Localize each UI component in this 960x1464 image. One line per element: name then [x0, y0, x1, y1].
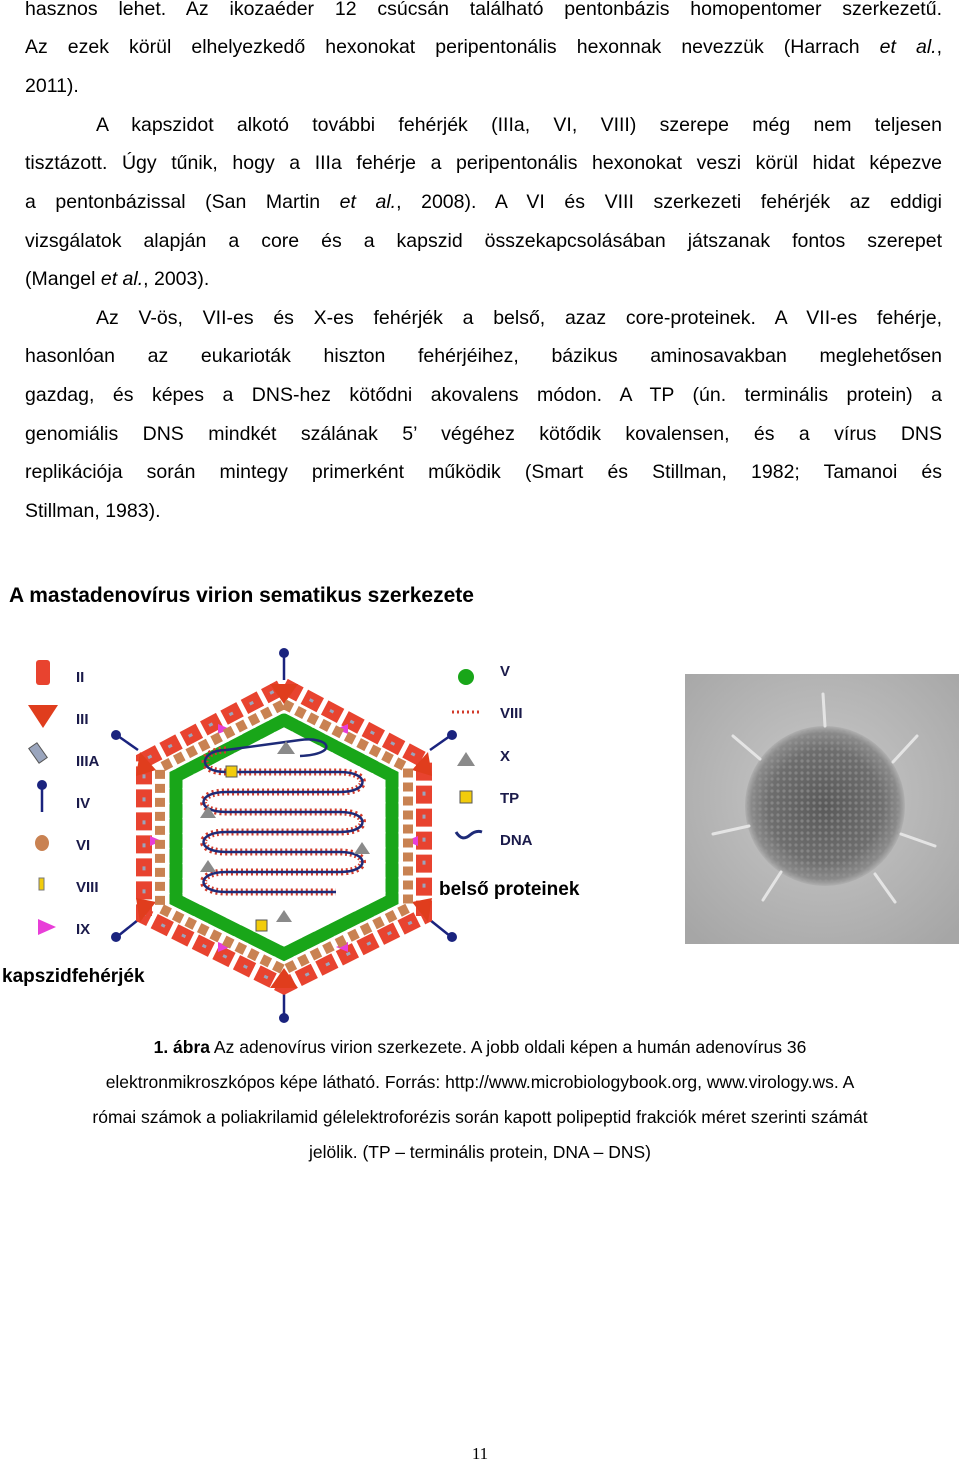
legend-label: II: [76, 669, 85, 686]
paragraph-line: gazdag, és képes a DNS-hez kötődni akovalens módon. A TP (ún. terminális protein) a: [25, 384, 942, 406]
ix-legend-icon: [38, 919, 56, 935]
legend-label: V: [500, 663, 511, 680]
figure-caption-line: jelölik. (TP – terminális protein, DNA – DNS): [308, 1142, 651, 1162]
paragraph-line: a pentonbázissal (San Martin et al., 2008). A VI és VIII szerkezeti fehérjék az eddigi: [25, 191, 942, 213]
section-heading: A mastadenovírus virion sematikus szerkezete: [9, 584, 474, 607]
hexon-legend-icon: [36, 660, 50, 685]
capsid-proteins-label: kapszidfehérjék: [2, 966, 145, 987]
paragraph-line: Az V-ös, VII-es és X-es fehérjék a belső, azaz core-proteinek. A VII-es fehérje,: [96, 307, 942, 329]
paragraph-line: (Mangel et al., 2003).: [25, 268, 210, 290]
legend-label: III: [76, 711, 89, 728]
dna-legend-icon: [456, 831, 482, 837]
page-number: 11: [471, 1444, 489, 1463]
tp-legend-icon: [460, 791, 472, 803]
legend-right-symbols: [452, 669, 482, 838]
figure-number: 1. ábra: [153, 1037, 211, 1057]
legend-label: VIII: [500, 705, 523, 722]
legend-label: DNA: [500, 832, 533, 849]
paragraph-line: replikációja során mintegy primerként működik (Smart és Stillman, 1982; Tamanoi és: [25, 461, 942, 483]
paragraph-line: hasznos lehet. Az ikozaéder 12 csúcsán található pentonbázis homopentomer szerkezetű.: [25, 0, 942, 20]
paragraph-line: 2011).: [25, 75, 79, 97]
legend-left-symbols: [28, 660, 58, 935]
viii-legend-icon: [39, 878, 44, 890]
figure-caption-line: [20, 1036, 940, 1058]
electron-micrograph: [685, 674, 959, 944]
inner-proteins-label: belső proteinek: [439, 879, 580, 900]
virion-diagram: [0, 640, 680, 1030]
paragraph-line: A kapszidot alkotó további fehérjék (IIIa, VI, VIII) szerepe még nem teljesen: [96, 114, 942, 136]
figure-caption-line: római számok a poliakrilamid gélelektroforézis során kapott polipeptid frakciók méret szerinti számát: [92, 1107, 868, 1127]
iiia-legend-icon: [29, 743, 48, 763]
x-legend-icon: [457, 752, 475, 766]
vi-legend-icon: [35, 835, 49, 851]
legend-label: IIIA: [76, 753, 100, 770]
v-legend-icon: [458, 669, 474, 685]
figure-caption-line: elektronmikroszkópos képe látható. Forrás: http://www.microbiologybook.org, www.virology.ws. A: [105, 1072, 855, 1092]
legend-label: IV: [76, 795, 91, 812]
legend-label: VI: [76, 837, 91, 854]
legend-label: IX: [76, 921, 91, 938]
legend-label: X: [500, 748, 511, 765]
legend-label: TP: [500, 790, 520, 807]
paragraph-line: hasonlóan az eukarioták hiszton fehérjéihez, bázikus aminosavakban meglehetősen: [25, 345, 942, 367]
paragraph-line: Stillman, 1983).: [25, 500, 161, 522]
figure-caption-text: Az adenovírus virion szerkezete. A jobb oldali képen a humán adenovírus 36: [210, 1037, 807, 1057]
virion-hexagon: [111, 648, 457, 1023]
legend-label: VIII: [76, 879, 99, 896]
paragraph-line: vizsgálatok alapján a core és a kapszid összekapcsolásában játszanak fontos szerepet: [25, 230, 942, 252]
paragraph-line: genomiális DNS mindkét szálának 5’ végéhez kötődik kovalensen, és a vírus DNS: [25, 423, 942, 445]
penton-legend-icon: [28, 705, 58, 728]
paragraph-line: Az ezek körül elhelyezkedő hexonokat peripentonális hexonnak nevezzük (Harrach et al.,: [25, 36, 942, 58]
paragraph-line: tisztázott. Úgy tűnik, hogy a IIIa fehérje a peripentonális hexonokat veszi körül hidat képezve: [25, 152, 942, 174]
